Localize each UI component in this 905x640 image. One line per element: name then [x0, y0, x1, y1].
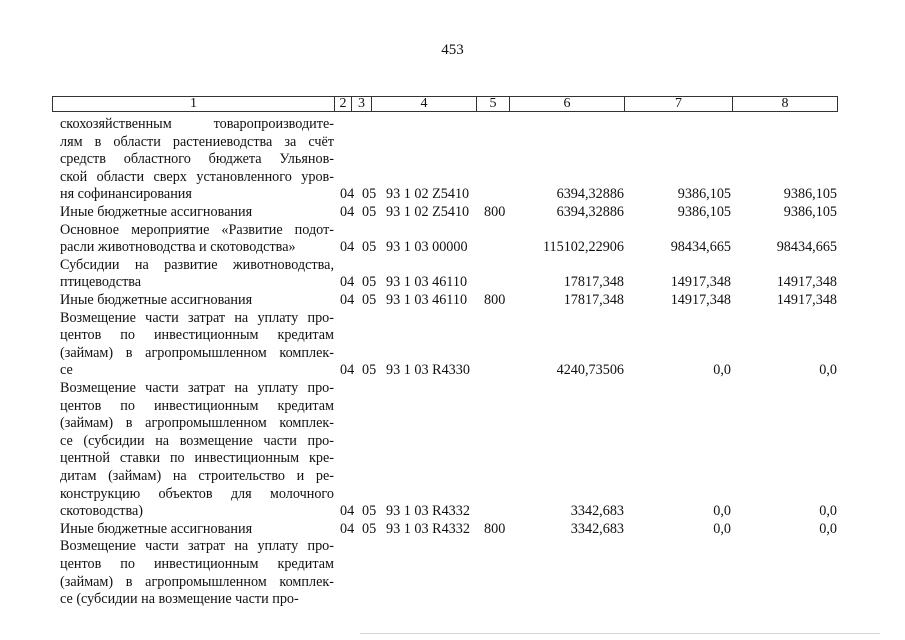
cell-c2: 04	[340, 503, 355, 520]
cell-c4: 93 1 03 46110	[386, 292, 468, 308]
description-line: конструкцию объектов для молочного	[60, 485, 334, 502]
cell-c3: 05	[362, 520, 377, 537]
cell-c3: 05	[362, 239, 377, 256]
description-line: Возмещение части затрат на уплату про-	[60, 309, 334, 326]
cell-c5: 800	[484, 204, 506, 220]
table-row	[0, 292, 905, 310]
description-line: (займам) в агропромышленном комплек-	[60, 344, 334, 361]
cell-c3: 05	[362, 292, 377, 308]
table-row	[0, 380, 905, 521]
cell-c2: 04	[340, 292, 355, 308]
description-line: Возмещение части затрат на уплату про-	[60, 380, 334, 396]
cell-c4: 93 1 02 Z5410	[386, 204, 470, 220]
description-line: Возмещение части затрат на уплату про-	[60, 538, 334, 555]
cell-c3: 05	[362, 362, 377, 379]
cell-c6: 17817,348	[563, 274, 624, 291]
description-line: ня софинансирования	[60, 186, 192, 203]
cell-c7: 14917,348	[670, 292, 731, 308]
header-col-4: 4	[372, 97, 477, 111]
description-line: Иные бюджетные ассигнования	[60, 520, 253, 537]
header-col-7: 7	[625, 97, 733, 111]
description-line: (займам) в агропромышленном комплек-	[60, 573, 334, 590]
table-row	[0, 310, 905, 380]
cell-c5: 800	[484, 292, 506, 308]
row-description	[60, 222, 334, 257]
row-description	[60, 310, 334, 380]
cell-c8: 14917,348	[776, 292, 837, 308]
row-description	[60, 380, 334, 521]
cell-c4: 93 1 03 46110	[386, 274, 468, 291]
table-header	[52, 96, 838, 112]
description-line: лям в области растениеводства за счёт	[60, 133, 334, 150]
cell-c7: 14917,348	[670, 274, 731, 291]
cell-c7: 98434,665	[670, 239, 731, 256]
table-row	[0, 538, 905, 608]
description-line: центов по инвестиционным кредитам	[60, 397, 334, 414]
description-line: расли животноводства и скотоводства»	[60, 239, 296, 256]
cell-c4: 93 1 03 R4332	[386, 520, 470, 537]
cell-c6: 17817,348	[563, 292, 624, 308]
header-col-3: 3	[352, 97, 372, 111]
header-col-2: 2	[335, 97, 352, 111]
description-line: центов по инвестиционным кредитам	[60, 555, 334, 572]
description-line: скохозяйственным товаропроизводите-	[60, 116, 334, 132]
cell-c6: 6394,32886	[556, 186, 624, 203]
header-col-8: 8	[781, 96, 789, 111]
cell-c8: 0,0	[819, 503, 837, 520]
cell-c8: 9386,105	[783, 186, 837, 203]
cell-c3: 05	[362, 503, 377, 520]
cell-c3: 05	[362, 186, 377, 203]
description-line: Иные бюджетные ассигнования	[60, 204, 253, 220]
cell-c2: 04	[340, 520, 355, 537]
cell-c8: 14917,348	[776, 274, 837, 291]
cell-c3: 05	[362, 204, 377, 220]
table-row	[0, 257, 905, 292]
cell-c7: 0,0	[713, 520, 731, 537]
cell-c7: 9386,105	[677, 204, 731, 220]
cell-c2: 04	[340, 274, 355, 291]
page-number: 453	[441, 42, 464, 58]
header-col-6: 6	[510, 97, 625, 111]
cell-c6: 3342,683	[570, 503, 624, 520]
cell-c3: 05	[362, 274, 377, 291]
cell-c8: 0,0	[819, 362, 837, 379]
cell-c6: 4240,73506	[556, 362, 624, 379]
cell-c4: 93 1 02 Z5410	[386, 186, 470, 203]
cell-c7: 0,0	[713, 503, 731, 520]
cell-c8: 0,0	[819, 520, 837, 537]
cell-c7: 9386,105	[677, 186, 731, 203]
description-line: Иные бюджетные ассигнования	[60, 292, 253, 308]
cell-c4: 93 1 03 R4332	[386, 503, 470, 520]
cell-c5: 800	[484, 520, 506, 537]
header-col-1: 1	[53, 97, 335, 111]
description-line: центов по инвестиционным кредитам	[60, 327, 334, 344]
cell-c6: 115102,22906	[542, 239, 624, 256]
cell-c2: 04	[340, 239, 355, 256]
description-line: Основное мероприятие «Развитие подот-	[60, 221, 334, 238]
table-row	[0, 521, 905, 539]
description-line: средств областного бюджета Ульянов-	[60, 151, 334, 168]
description-line: птицеводства	[60, 274, 142, 291]
row-description	[60, 538, 334, 608]
description-line: центной ставки по инвестиционным кре-	[60, 450, 334, 467]
description-line: се (субсидии на возмещение части про-	[60, 591, 299, 608]
row-description	[60, 116, 334, 204]
table-row	[0, 116, 905, 204]
row-description	[60, 257, 334, 292]
row-description	[60, 521, 334, 539]
cell-c2: 04	[340, 186, 355, 203]
cell-c4: 93 1 03 R4330	[386, 362, 470, 379]
description-line: ской области сверх установленного уров-	[60, 168, 334, 185]
cell-c7: 0,0	[713, 362, 731, 379]
cell-c6: 6394,32886	[556, 204, 624, 220]
cell-c2: 04	[340, 362, 355, 379]
cell-c6: 3342,683	[570, 520, 624, 537]
cell-c8: 98434,665	[776, 239, 837, 256]
cell-c2: 04	[340, 204, 355, 220]
cell-c4: 93 1 03 00000	[386, 239, 468, 256]
description-line: (займам) в агропромышленном комплек-	[60, 415, 334, 432]
description-line: се (субсидии на возмещение части про-	[60, 432, 334, 449]
row-description	[60, 292, 334, 310]
table-row	[0, 204, 905, 222]
header-col-5: 5	[477, 97, 510, 111]
description-line: се	[60, 362, 73, 379]
row-description	[60, 204, 334, 222]
description-line: дитам (займам) на строительство и ре-	[60, 467, 334, 484]
description-line: скотоводства)	[60, 503, 144, 520]
cell-c8: 9386,105	[783, 204, 837, 220]
scan-artifact-line	[360, 633, 880, 634]
table-row	[0, 222, 905, 257]
description-line: Субсидии на развитие животноводства,	[60, 256, 334, 273]
